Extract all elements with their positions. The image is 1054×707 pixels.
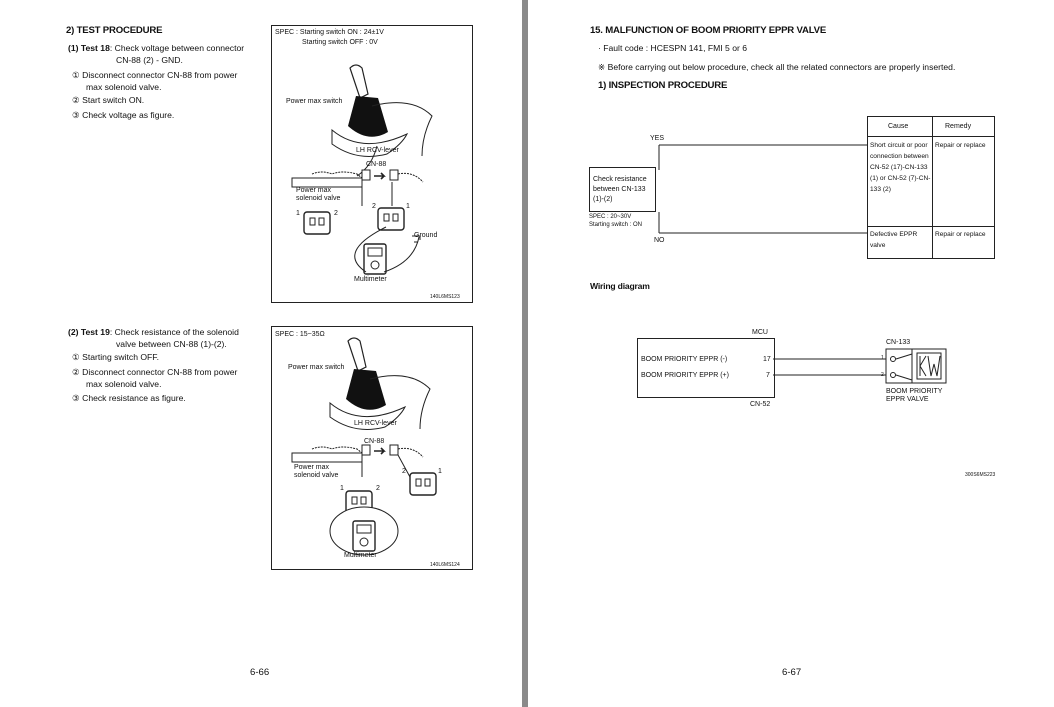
check-box: [589, 167, 656, 212]
multimeter-display: [368, 248, 382, 256]
wiring-lines: [528, 330, 1054, 410]
test18-step2: ② Start switch ON.: [72, 95, 145, 105]
test19-heading-line2: valve between CN-88 (1)-(2).: [116, 339, 227, 349]
label-connector: CN-88: [366, 161, 387, 168]
pin-right-a: [384, 214, 389, 221]
pin-7: 7: [766, 372, 770, 379]
cn133-pin-1: [891, 357, 896, 362]
connector-right: [410, 473, 436, 495]
label-multimeter: Multimeter: [344, 552, 377, 559]
test18-step3: ③ Check voltage as figure.: [72, 110, 175, 120]
pin-left-a: [352, 497, 357, 504]
figure-code: 140L6MS123: [430, 294, 460, 300]
check-text: Check resistance between CN-133 (1)-(2): [593, 176, 647, 203]
flow-spec: SPEC : 20~30V Starting switch : ON: [589, 214, 643, 228]
label-power-max-switch: Power max switch: [286, 98, 343, 105]
cause-2: Defective EPPR valve: [870, 231, 918, 249]
label-lever: LH RCV-lever: [354, 420, 397, 427]
lever-grip: [350, 65, 368, 98]
lever-grip: [348, 338, 366, 371]
note: ※ Before carrying out below procedure, check all the related connectors are properly inserted.: [598, 62, 956, 72]
table-row-divider: [868, 226, 994, 227]
cn88-plug-a: [362, 170, 370, 180]
page-number-left: 6-66: [250, 667, 270, 678]
test18-figure: [271, 25, 473, 303]
cn133-label: CN-133: [886, 339, 911, 346]
right-page: [528, 0, 1054, 707]
label-power-max-switch: Power max switch: [288, 364, 345, 371]
label-ground: Ground: [414, 232, 438, 239]
multimeter-dial: [371, 261, 379, 269]
remedy-1: Repair or replace: [935, 142, 986, 149]
spec-line2: Starting switch OFF : 0V: [302, 39, 378, 46]
page-number-right: 6-67: [782, 667, 802, 678]
harness-braid-b: [398, 173, 423, 182]
test19-step3: ③ Check resistance as figure.: [72, 393, 186, 403]
pin-left-a: [310, 218, 315, 225]
probe-wire-b: [384, 237, 419, 272]
pin2-label-right: 2: [402, 468, 406, 475]
cause-header: Cause: [888, 123, 909, 130]
cn52-label: CN-52: [750, 401, 771, 408]
pin1-label-right: 1: [438, 468, 442, 475]
remedy-header: Remedy: [945, 123, 972, 130]
wiring-title: Wiring diagram: [590, 281, 650, 291]
valve-label: BOOM PRIORITY EPPR VALVE: [886, 388, 943, 403]
lever-boot: [348, 96, 388, 137]
valve-body: [292, 178, 362, 187]
multimeter-dial: [360, 538, 368, 546]
harness-braid: [312, 172, 362, 178]
test19-step2: ② Disconnect connector CN-88 from power: [72, 367, 238, 377]
test19-figure: [271, 326, 473, 570]
wire-row-2: BOOM PRIORITY EPPR (+): [641, 372, 729, 379]
test18-heading-line2: CN-88 (2) - GND.: [116, 55, 183, 65]
label-lever: LH RCV-lever: [356, 147, 399, 154]
multimeter-display: [357, 525, 371, 533]
cn88-plug-a: [362, 445, 370, 455]
test19-step2-line2: max solenoid valve.: [86, 379, 162, 389]
remedy-2: Repair or replace: [935, 231, 986, 238]
pin-right-a: [416, 479, 421, 486]
arrow-icon: [374, 173, 384, 179]
pin2-label: 2: [334, 210, 338, 217]
test19-heading: (2) Test 19: Check resistance of the solenoid: [68, 327, 239, 337]
pin-17: 17: [763, 356, 771, 363]
connector-left: [304, 212, 330, 234]
cn133-connector: [886, 349, 912, 383]
cause-1: Short circuit or poor connection between CN-52 (17)-CN-133 (1) or CN-52 (7)-CN- 133 (2): [870, 142, 931, 193]
pin2-label: 2: [376, 485, 380, 492]
fault-code: · Fault code : HCESPN 141, FMI 5 or 6: [598, 43, 748, 53]
pin-right-b: [425, 479, 430, 486]
harness-braid-b: [398, 448, 423, 457]
label-valve: Power max solenoid valve: [296, 187, 341, 202]
test19-step1: ① Starting switch OFF.: [72, 352, 159, 362]
table-column-divider: [932, 117, 933, 258]
left-page: [0, 0, 522, 707]
mcu-label: MCU: [752, 329, 768, 336]
cn133-pin1-label: 1: [881, 355, 884, 361]
wire-row-1: BOOM PRIORITY EPPR (-): [641, 356, 728, 363]
pin2-label-right: 2: [372, 203, 376, 210]
spec-line: SPEC : 15~35Ω: [275, 331, 325, 338]
pin1-label: 1: [296, 210, 300, 217]
no-label: NO: [654, 237, 665, 244]
cn133-pin-2: [891, 373, 896, 378]
cause-remedy-table: [867, 116, 995, 259]
label-valve: Power max solenoid valve: [294, 464, 339, 479]
connector-right: [378, 208, 404, 230]
section-title: 2) TEST PROCEDURE: [66, 25, 163, 36]
label-multimeter: Multimeter: [354, 276, 387, 283]
test18-step1: ① Disconnect connector CN-88 from power: [72, 70, 238, 80]
spec-line1: SPEC : Starting switch ON : 24±1V: [275, 29, 384, 36]
test18-heading: (1) Test 18: Check voltage between connector: [68, 43, 245, 53]
arrow-icon: [374, 448, 384, 454]
pin-right-b: [393, 214, 398, 221]
page-title: 15. MALFUNCTION OF BOOM PRIORITY EPPR VALVE: [590, 25, 827, 36]
pin-left-b: [319, 218, 324, 225]
harness-braid: [312, 447, 362, 453]
cn133-pin2-label: 2: [881, 372, 884, 378]
wiring-code: 300S6MS223: [965, 472, 996, 478]
test18-step1-line2: max solenoid valve.: [86, 82, 162, 92]
pin1-label: 1: [340, 485, 344, 492]
figure-code: 140L6MS124: [430, 562, 460, 568]
pin-left-b: [361, 497, 366, 504]
yes-label: YES: [650, 135, 665, 142]
table-header-divider: [868, 136, 994, 137]
valve-body: [292, 453, 362, 462]
lever-boot: [346, 369, 386, 410]
cn88-plug-b: [390, 445, 398, 455]
label-connector: CN-88: [364, 438, 385, 445]
inspection-title: 1) INSPECTION PROCEDURE: [598, 80, 728, 91]
pin1-label-right: 1: [406, 203, 410, 210]
cn88-plug-b: [390, 170, 398, 180]
